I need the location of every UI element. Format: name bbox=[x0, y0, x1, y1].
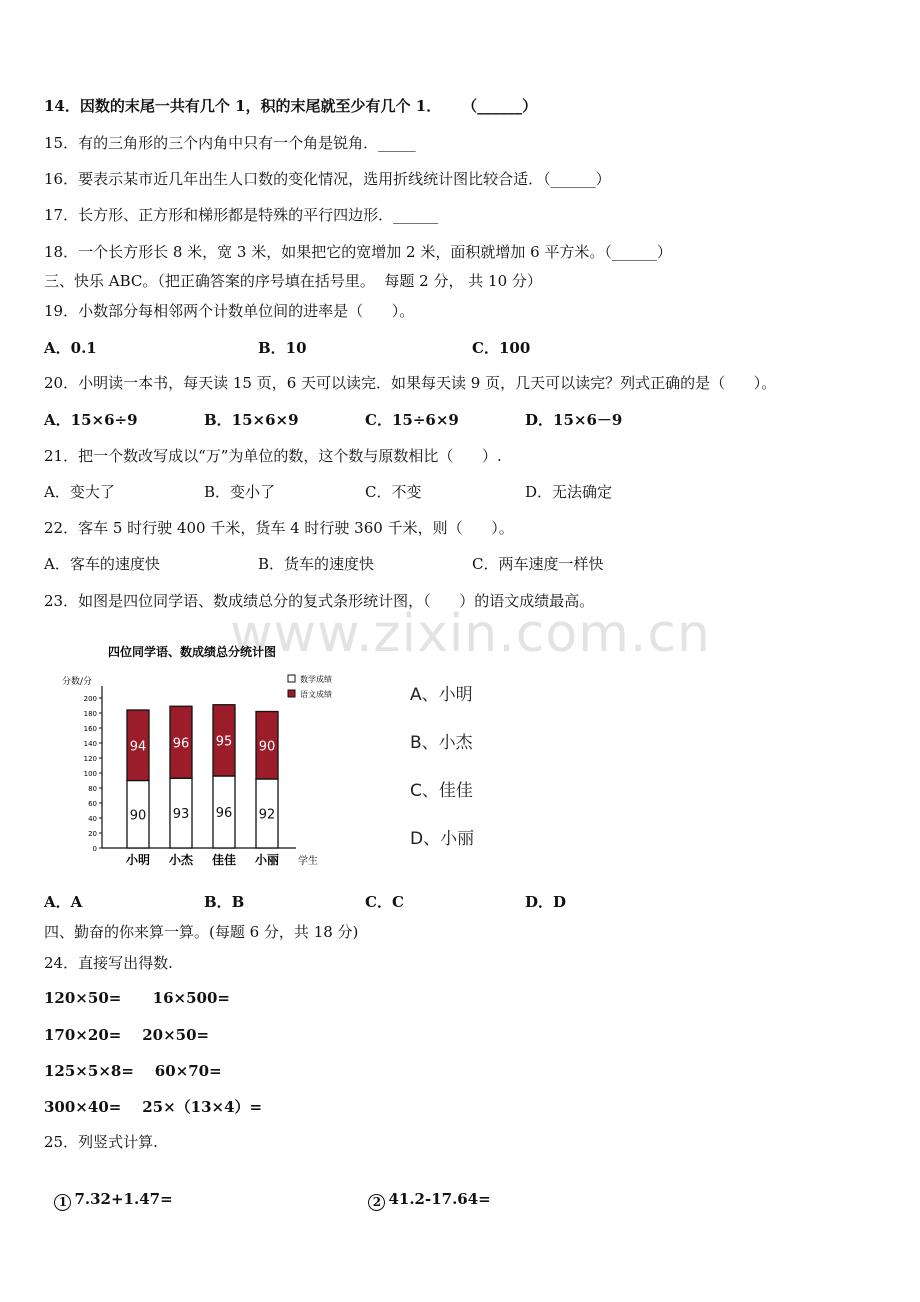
q23-choice-d: D、小丽 bbox=[410, 829, 475, 849]
question-23: 23．如图是四位同学语、数成绩总分的复式条形统计图，（ ）的语文成绩最高。 bbox=[44, 592, 595, 610]
q22-option-a: A．客车的速度快 bbox=[44, 555, 160, 573]
legend-chinese-swatch bbox=[288, 690, 295, 697]
question-24: 24．直接写出得数. bbox=[44, 954, 173, 972]
x-category-label: 小杰 bbox=[168, 853, 194, 867]
circled-number: 2 bbox=[368, 1194, 385, 1211]
question-20: 20．小明读一本书，每天读 15 页，6 天可以读完．如果每天读 9 页，几天可以读完？列式正确的是（ ）。 bbox=[44, 374, 777, 392]
y-tick-label: 20 bbox=[88, 830, 97, 838]
section-4-heading: 四、勤奋的你来算一算。(每题 6 分，共 18 分) bbox=[44, 923, 359, 941]
chart-x-label: 学生 bbox=[298, 856, 318, 867]
question-22: 22．客车 5 时行驶 400 千米，货车 4 时行驶 360 千米，则（ ）。 bbox=[44, 519, 514, 537]
legend-math-label: 数学成绩 bbox=[300, 675, 332, 684]
bar-data-label: 90 bbox=[258, 739, 276, 755]
section-3-heading: 三、快乐 ABC。（把正确答案的序号填在括号里。 每题 2 分， 共 10 分） bbox=[44, 272, 542, 290]
q24-row-2: 170×20= 20×50= bbox=[44, 1026, 210, 1044]
q25-item-1 bbox=[44, 1169, 173, 1211]
q23-option-a: A．A bbox=[44, 893, 83, 911]
question-25: 25．列竖式计算. bbox=[44, 1133, 158, 1151]
q25-expr: 7.32+1.47= bbox=[74, 1190, 173, 1208]
q23-option-b: B．B bbox=[204, 893, 245, 911]
y-tick-label: 80 bbox=[88, 785, 97, 793]
legend-math-swatch bbox=[288, 675, 295, 682]
bar-data-label: 92 bbox=[258, 807, 276, 823]
y-tick-label: 40 bbox=[88, 815, 97, 823]
x-category-label: 小丽 bbox=[254, 853, 280, 867]
question-19: 19．小数部分每相邻两个计数单位间的进率是（ ）。 bbox=[44, 302, 415, 320]
y-tick-label: 160 bbox=[83, 725, 97, 733]
x-category-label: 小明 bbox=[125, 853, 151, 867]
q20-option-b: B．15×6×9 bbox=[204, 411, 299, 429]
question-17: 17．长方形、正方形和梯形都是特殊的平行四边形．______ bbox=[44, 206, 439, 224]
q20-option-d: D．15×6－9 bbox=[525, 411, 623, 429]
x-category-label: 佳佳 bbox=[211, 853, 237, 867]
bar-data-label: 96 bbox=[172, 736, 190, 752]
y-tick-label: 100 bbox=[83, 770, 97, 778]
q20-option-a: A．15×6÷9 bbox=[44, 411, 138, 429]
chart-y-label: 分数/分 bbox=[62, 677, 93, 687]
q20-option-c: C．15÷6×9 bbox=[365, 411, 459, 429]
q21-option-b: B．变小了 bbox=[204, 483, 276, 501]
q25-item-2 bbox=[358, 1169, 491, 1211]
watermark: www.zixin.com.cn bbox=[230, 604, 711, 664]
bar-data-label: 95 bbox=[215, 734, 233, 750]
legend-chinese-label: 语文成绩 bbox=[300, 690, 332, 699]
bar-data-label: 94 bbox=[129, 739, 147, 755]
q22-option-b: B．货车的速度快 bbox=[258, 555, 375, 573]
question-16: 16．要表示某市近几年出生人口数的变化情况，选用折线统计图比较合适．（______） bbox=[44, 170, 611, 188]
question-21: 21．把一个数改写成以“万”为单位的数，这个数与原数相比（ ）. bbox=[44, 447, 502, 465]
q23-choice-c: C、佳佳 bbox=[410, 781, 473, 801]
question-18: 18．一个长方形长 8 米，宽 3 米，如果把它的宽增加 2 米，面积就增加 6 平方米。（______） bbox=[44, 243, 672, 261]
q19-option-a: A．0.1 bbox=[44, 339, 97, 357]
q24-row-4: 300×40= 25×（13×4）= bbox=[44, 1098, 263, 1116]
q19-option-c: C．100 bbox=[472, 339, 531, 357]
q21-option-a: A．变大了 bbox=[44, 483, 115, 501]
y-tick-label: 200 bbox=[83, 695, 97, 703]
bar-chart bbox=[60, 642, 360, 874]
chart-title: 四位同学语、数成绩总分统计图 bbox=[108, 645, 277, 659]
y-tick-label: 120 bbox=[83, 755, 97, 763]
q22-option-c: C．两车速度一样快 bbox=[472, 555, 604, 573]
q21-option-d: D．无法确定 bbox=[525, 483, 613, 501]
q24-row-3: 125×5×8= 60×70= bbox=[44, 1062, 222, 1080]
q21-option-c: C．不变 bbox=[365, 483, 422, 501]
y-tick-label: 60 bbox=[88, 800, 97, 808]
q25-expr: 41.2-17.64= bbox=[388, 1190, 491, 1208]
q23-option-d: D．D bbox=[525, 893, 567, 911]
y-tick-label: 180 bbox=[83, 710, 97, 718]
q23-choice-a: A、小明 bbox=[410, 685, 473, 705]
bar-chart-svg bbox=[60, 642, 360, 874]
y-tick-label: 140 bbox=[83, 740, 97, 748]
bar-data-label: 90 bbox=[129, 808, 147, 824]
y-tick-label: 0 bbox=[92, 845, 97, 853]
q19-option-b: B．10 bbox=[258, 339, 307, 357]
question-15: 15．有的三角形的三个内角中只有一个角是锐角．_____ bbox=[44, 134, 416, 152]
bar-data-label: 93 bbox=[172, 807, 190, 823]
circled-number: 1 bbox=[54, 1194, 71, 1211]
q23-option-c: C．C bbox=[365, 893, 404, 911]
q24-row-1: 120×50= 16×500= bbox=[44, 989, 230, 1007]
q23-choice-b: B、小杰 bbox=[410, 733, 473, 753]
question-14: 14．因数的末尾一共有几个 1，积的末尾就至少有几个 1． （______） bbox=[44, 97, 538, 115]
bar-data-label: 96 bbox=[215, 806, 233, 821]
